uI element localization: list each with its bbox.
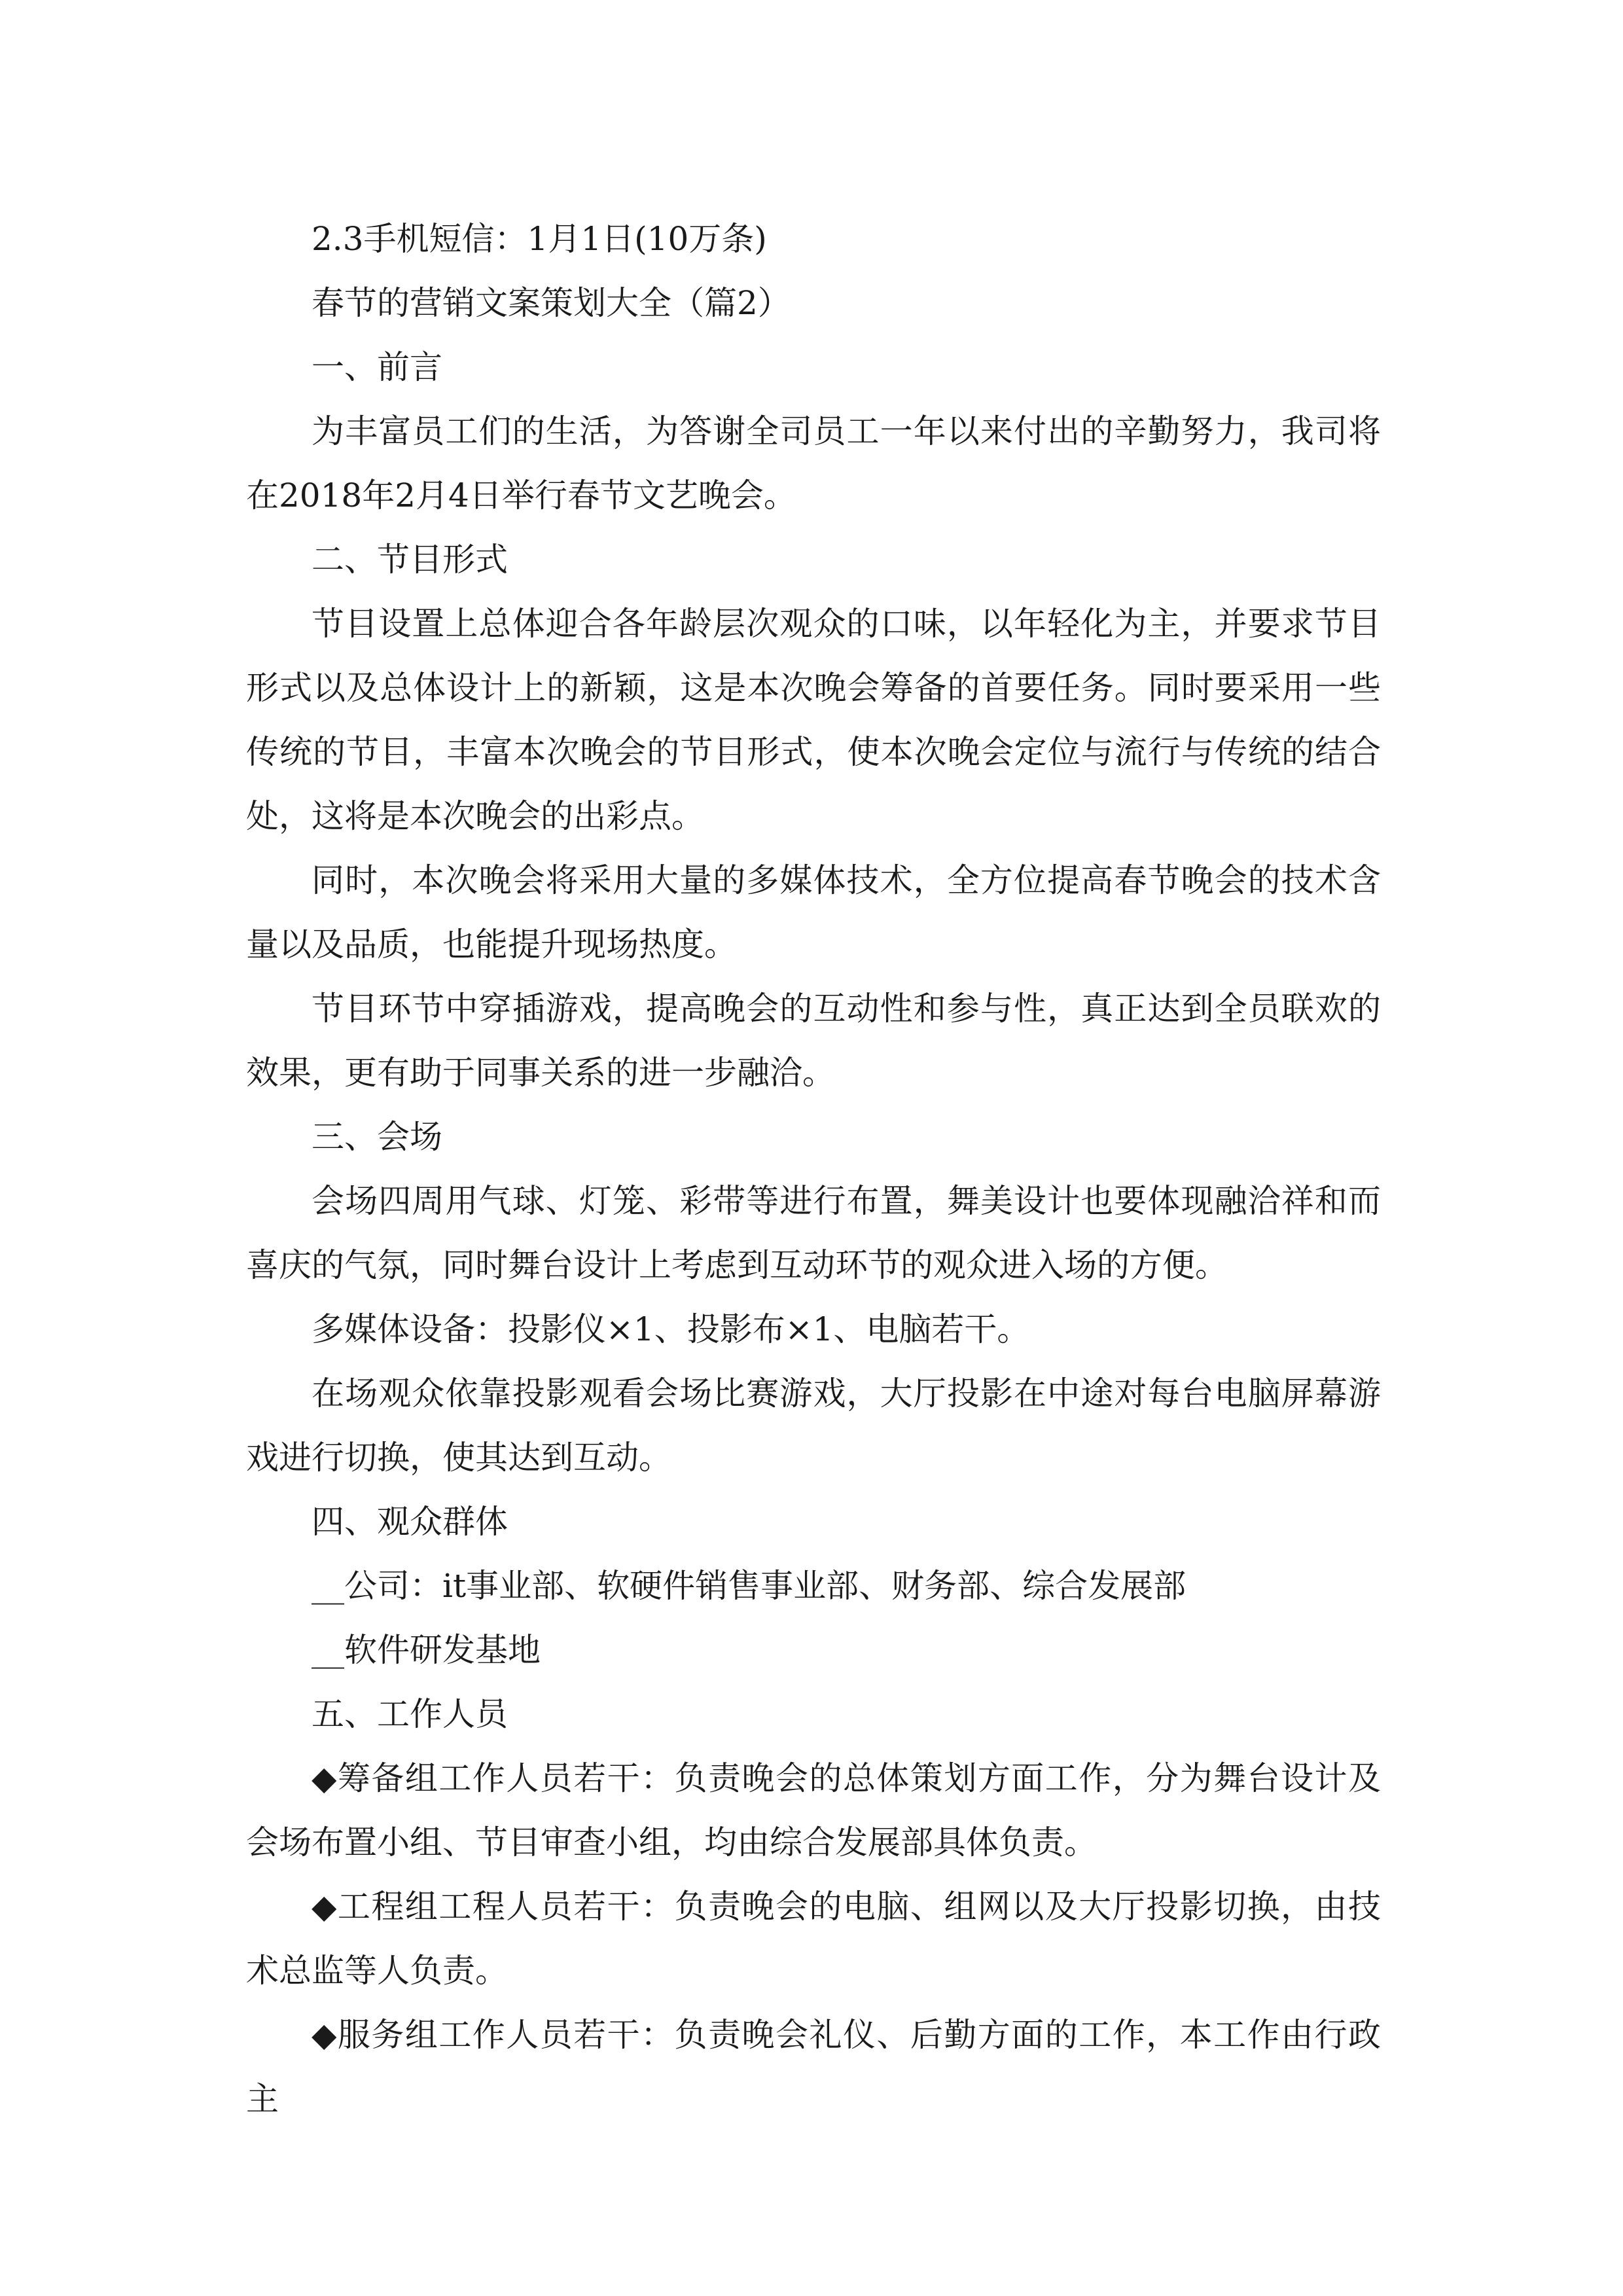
- sms-schedule-line: 2.3手机短信：1月1日(10万条): [312, 220, 767, 258]
- heading-staff: 五、工作人员: [312, 1695, 508, 1733]
- paragraph-equipment: 多媒体设备：投影仪×1、投影布×1、电脑若干。: [312, 1310, 1030, 1348]
- document-page: [246, 207, 1381, 2131]
- audience-rd-base: __软件研发基地: [312, 1631, 541, 1669]
- paragraph-venue: 会场四周用气球、灯笼、彩带等进行布置，舞美设计也要体现融洽祥和而喜庆的气氛，同时舞台设计上考虑到互动环节的观众进入场的方便。: [246, 1182, 1381, 1284]
- paragraph-multimedia: 同时，本次晚会将采用大量的多媒体技术，全方位提高春节晚会的技术含量以及品质，也能提升现场热度。: [246, 861, 1381, 963]
- staff-preparation-group: ◆筹备组工作人员若干：负责晚会的总体策划方面工作，分为舞台设计及会场布置小组、节目审查小组，均由综合发展部具体负责。: [246, 1759, 1381, 1861]
- paragraph-preface: 为丰富员工们的生活，为答谢全司员工一年以来付出的辛勤努力，我司将在2018年2月4日举行春节文艺晚会。: [246, 412, 1381, 514]
- section-title: 春节的营销文案策划大全（篇2）: [312, 284, 791, 322]
- heading-program-format: 二、节目形式: [312, 541, 508, 579]
- paragraph-program-format: 节目设置上总体迎合各年龄层次观众的口味，以年轻化为主，并要求节目形式以及总体设计上的新颖，这是本次晚会筹备的首要任务。同时要采用一些传统的节目，丰富本次晚会的节目形式，使本次晚会定位与流行与传统的结合处，这将是本次晚会的出彩点。: [246, 605, 1381, 835]
- heading-venue: 三、会场: [312, 1118, 442, 1156]
- heading-audience: 四、观众群体: [312, 1503, 508, 1541]
- paragraph-projection: 在场观众依靠投影观看会场比赛游戏，大厅投影在中途对每台电脑屏幕游戏进行切换，使其达到互动。: [246, 1374, 1381, 1477]
- heading-preface: 一、前言: [312, 348, 442, 386]
- staff-service-group: ◆服务组工作人员若干：负责晚会礼仪、后勤方面的工作，本工作由行政主: [246, 2016, 1381, 2118]
- staff-engineering-group: ◆工程组工程人员若干：负责晚会的电脑、组网以及大厅投影切换，由技术总监等人负责。: [246, 1888, 1381, 1990]
- audience-company: __公司：it事业部、软硬件销售事业部、财务部、综合发展部: [312, 1567, 1186, 1605]
- paragraph-games: 节目环节中穿插游戏，提高晚会的互动性和参与性，真正达到全员联欢的效果，更有助于同事关系的进一步融洽。: [246, 990, 1381, 1092]
